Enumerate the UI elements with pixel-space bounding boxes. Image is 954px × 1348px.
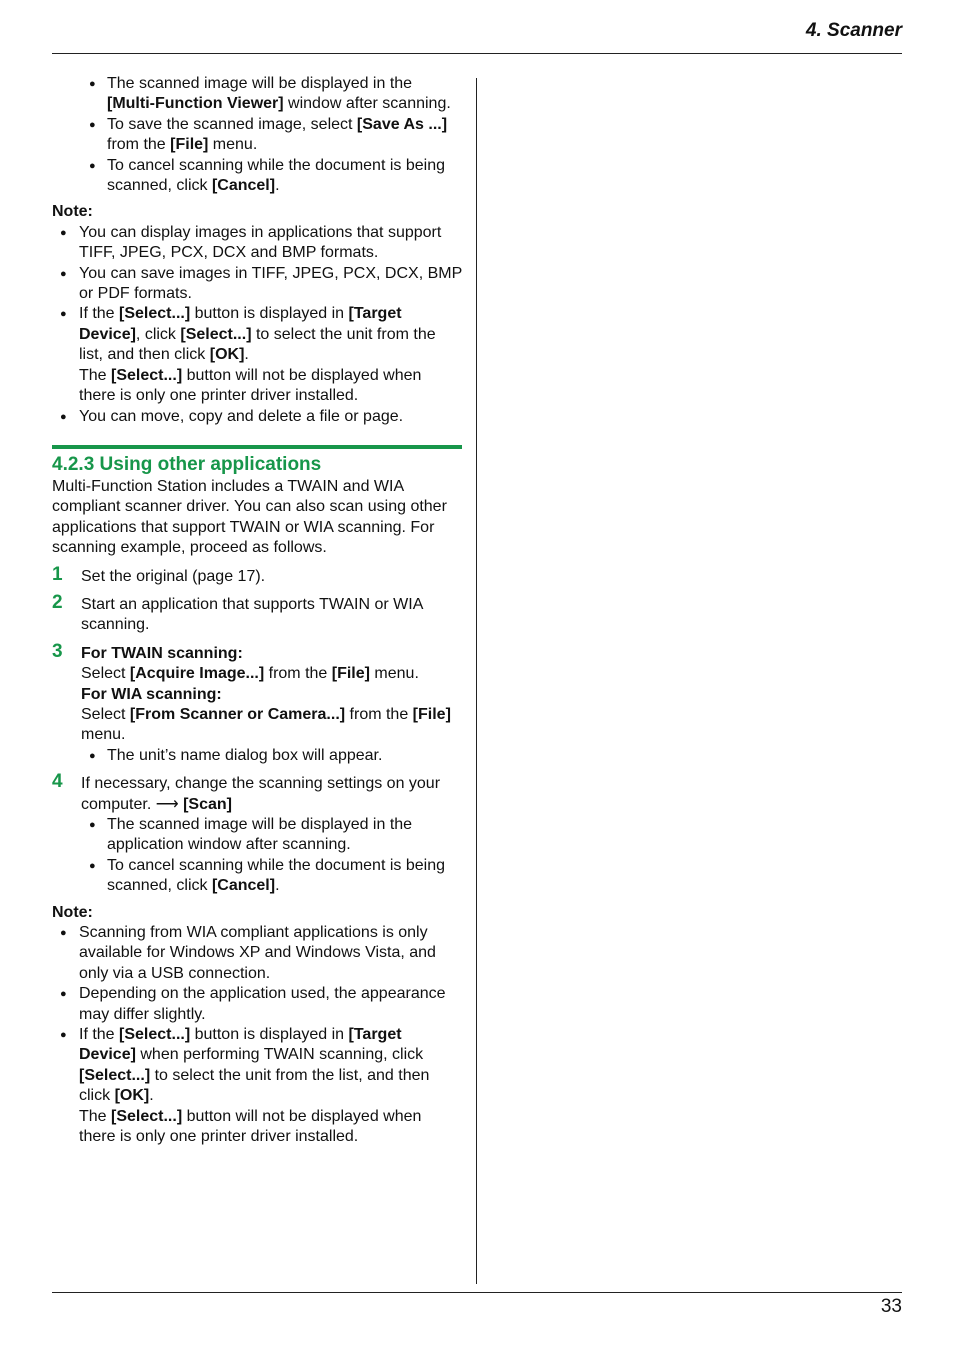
list-item: ● The scanned image will be displayed in the [Multi-Function Viewer] window after scanning. — [52, 74, 462, 115]
arrow-icon: ⟶ — [155, 795, 179, 813]
step-3-twain: Select [Acquire Image...] from the [File] menu. — [81, 665, 419, 683]
note-item: ● You can display images in applications that support TIFF, JPEG, PCX, DCX and BMP formats. — [52, 223, 462, 264]
note-item: ● You can move, copy and delete a file or page. — [52, 407, 462, 427]
list-item: ● To save the scanned image, select [Save As ...] from the [File] menu. — [52, 115, 462, 156]
note-item: ● You can save images in TIFF, JPEG, PCX, DCX, BMP or PDF formats. — [52, 264, 462, 305]
page-number: 33 — [880, 1296, 902, 1317]
list-item: ● The scanned image will be displayed in the application window after scanning. — [52, 815, 462, 856]
list-item: ● To cancel scanning while the document is being scanned, click [Cancel]. — [52, 856, 462, 897]
step-3: 3 For TWAIN scanning: — [52, 640, 243, 662]
step-number: 1 — [52, 563, 63, 585]
step-number: 2 — [52, 591, 63, 613]
step-1: 1 Set the original (page 17). — [52, 563, 266, 585]
list-item: ● The unit’s name dialog box will appear. — [52, 746, 462, 766]
note-item-continuation: The [Select...] button will not be displayed when there is only one printer driver installed. — [79, 1107, 422, 1146]
footer-rule — [52, 1292, 902, 1293]
note-item: ● If the [Select...] button is displayed in [Target Device], click [Select...] to select the unit from the list, and then click [OK]. — [52, 304, 462, 365]
step-2: 2 Start an application that supports TWAIN or WIA scanning. — [52, 591, 423, 634]
note-item-continuation: The [Select...] button will not be displayed when there is only one printer driver installed. — [79, 366, 422, 405]
note-heading: Note: — [52, 203, 93, 221]
list-item: ● To cancel scanning while the document is being scanned, click [Cancel]. — [52, 156, 462, 197]
section-intro: Multi-Function Station includes a TWAIN and WIA compliant scanner driver. You can also scan using other applications that support TWAIN or WIA scanning. For scanning example, proceed as follows. — [52, 477, 447, 557]
note-heading: Note: — [52, 903, 93, 921]
column-divider — [476, 78, 477, 1284]
running-header: 4. Scanner — [805, 20, 902, 41]
note-item: ● Scanning from WIA compliant applications is only available for Windows XP and Windows Vista, and only via a USB connection. — [52, 923, 462, 984]
step-3-wia: Select [From Scanner or Camera...] from the [File] menu. — [81, 705, 451, 744]
note-item: ● If the [Select...] button is displayed in [Target Device] when performing TWAIN scanning, click [Select...] to select the unit from the list, and then click [OK]. — [52, 1025, 462, 1107]
step-number: 3 — [52, 640, 63, 662]
note-item: ● Depending on the application used, the appearance may differ slightly. — [52, 984, 462, 1025]
step-number: 4 — [52, 771, 63, 793]
left-column — [52, 74, 462, 1148]
step-4: 4 If necessary, change the scanning settings on your computer. ⟶ [Scan] — [52, 771, 441, 813]
header-rule — [52, 53, 902, 54]
step-3-wia-heading: For WIA scanning: — [81, 685, 222, 703]
section-heading: 4.2.3 Using other applications — [52, 445, 462, 477]
